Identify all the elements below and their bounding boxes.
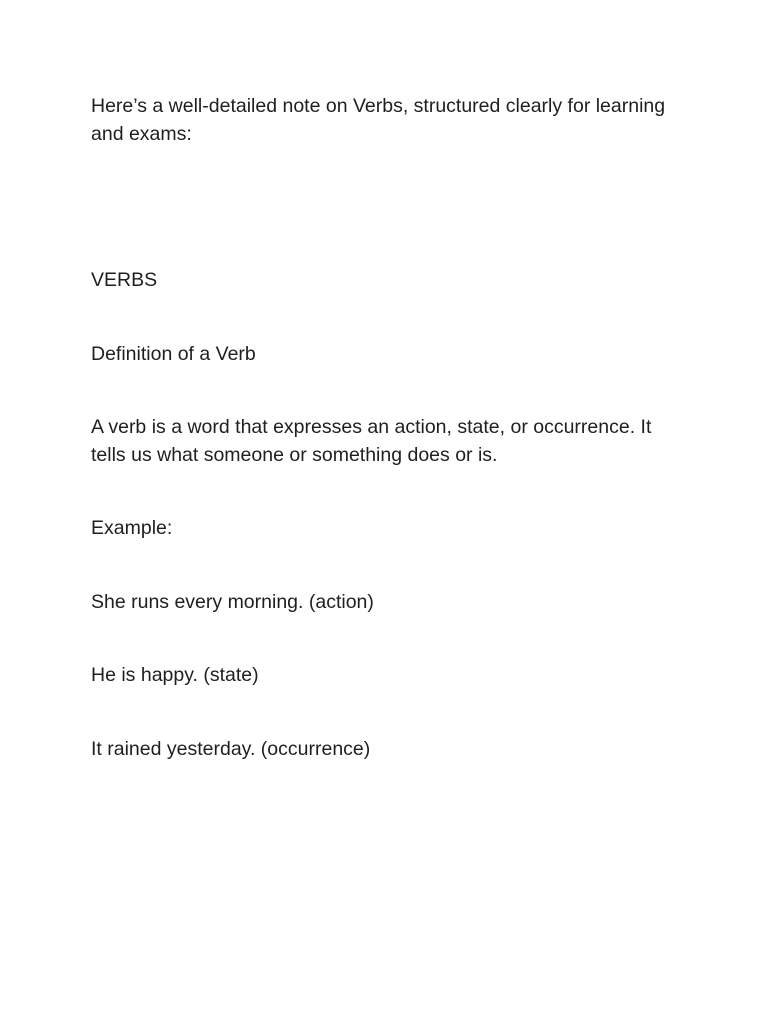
definition-paragraph: A verb is a word that expresses an action, state, or occurrence. It tells us what someone or something does or is.: [91, 416, 652, 466]
document-title: VERBS: [91, 269, 158, 291]
intro-paragraph: Here’s a well-detailed note on Verbs, structured clearly for learning and exams:: [91, 95, 666, 145]
definition-heading: Definition of a Verb: [91, 343, 256, 365]
example-item-occurrence: It rained yesterday. (occurrence): [91, 738, 371, 760]
example-item-state: He is happy. (state): [91, 664, 259, 686]
example-item-action: She runs every morning. (action): [91, 591, 374, 613]
example-label: Example:: [91, 517, 173, 539]
